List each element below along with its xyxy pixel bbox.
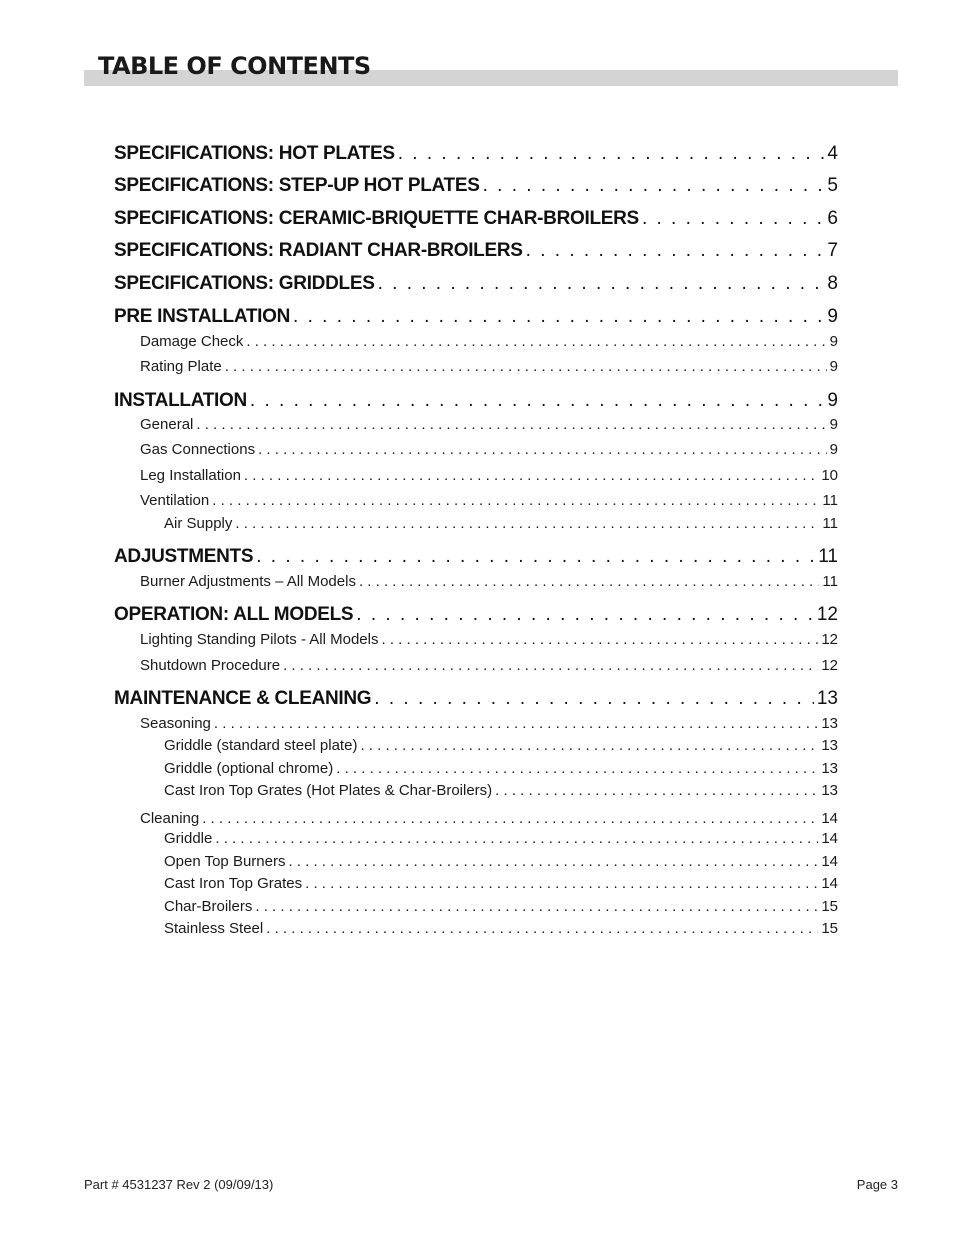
toc-entry-level-1[interactable] — [114, 143, 838, 165]
toc-entry-label: Open Top Burners — [164, 853, 286, 870]
toc-entry-page: 14 — [821, 810, 838, 827]
toc-entry-label: PRE INSTALLATION — [114, 306, 291, 327]
toc-entry-label: Rating Plate — [140, 358, 222, 375]
dot-leader — [214, 715, 818, 732]
toc-entry-page: 10 — [821, 467, 838, 484]
toc-entry-page: 11 — [818, 546, 838, 567]
toc-entry-page: 13 — [816, 688, 838, 709]
dot-leader — [215, 830, 818, 847]
toc-entry-label: Gas Connections — [140, 441, 256, 458]
toc-entry-label: Lighting Standing Pilots - All Models — [140, 631, 379, 648]
dot-leader — [246, 333, 826, 350]
toc-entry-label: Ventilation — [140, 492, 210, 509]
toc-entry-level-3[interactable] — [164, 760, 838, 777]
toc-entry-level-2[interactable] — [140, 358, 838, 375]
toc-entry-level-1[interactable] — [114, 688, 838, 710]
dot-leader — [293, 306, 824, 328]
toc-entry-page: 15 — [821, 898, 838, 915]
toc-entry-label: Shutdown Procedure — [140, 657, 281, 674]
toc-entry-level-3[interactable] — [164, 782, 838, 799]
dot-leader — [526, 240, 825, 262]
toc-entry-page: 14 — [821, 830, 838, 847]
toc-entry-level-2[interactable] — [140, 441, 838, 458]
toc-entry-level-2[interactable] — [140, 492, 838, 509]
dot-leader — [374, 688, 814, 710]
toc-entry-label: Cleaning — [140, 810, 200, 827]
toc-entry-level-1[interactable] — [114, 175, 838, 197]
dot-leader — [360, 737, 818, 754]
toc-entry-label: SPECIFICATIONS: GRIDDLES — [114, 273, 375, 294]
toc-entry-page: 14 — [821, 853, 838, 870]
toc-entry-level-1[interactable] — [114, 273, 838, 295]
toc-entry-label: Seasoning — [140, 715, 211, 732]
toc-entry-label: OPERATION: ALL MODELS — [114, 604, 354, 625]
toc-entry-label: Air Supply — [164, 515, 233, 532]
toc-entry-level-1[interactable] — [114, 208, 838, 230]
toc-entry-level-3[interactable] — [164, 875, 838, 892]
toc-entry-page: 8 — [827, 273, 838, 294]
toc-entry-label: SPECIFICATIONS: RADIANT CHAR-BROILERS — [114, 240, 523, 261]
dot-leader — [235, 515, 819, 532]
dot-leader — [244, 467, 818, 484]
toc-entry-page: 9 — [827, 306, 838, 327]
toc-entry-level-3[interactable] — [164, 515, 838, 532]
dot-leader — [288, 853, 818, 870]
dot-leader — [381, 631, 818, 648]
toc-entry-level-1[interactable] — [114, 546, 838, 568]
page-number: Page 3 — [856, 1177, 898, 1192]
toc-entry-page: 9 — [827, 390, 838, 411]
toc-entry-page: 11 — [822, 573, 838, 590]
toc-entry-label: Char-Broilers — [164, 898, 253, 915]
toc-entry-level-2[interactable] — [140, 467, 838, 484]
dot-leader — [250, 390, 825, 412]
toc-entry-page: 5 — [827, 175, 838, 196]
toc-entry-level-2[interactable] — [140, 810, 838, 827]
toc-entry-label: Cast Iron Top Grates — [164, 875, 303, 892]
dot-leader — [256, 546, 815, 568]
toc-entry-page: 6 — [827, 208, 838, 229]
toc-entry-level-2[interactable] — [140, 573, 838, 590]
toc-entry-page: 7 — [827, 240, 838, 261]
toc-entry-label: Damage Check — [140, 333, 244, 350]
dot-leader — [483, 175, 825, 197]
toc-entry-label: SPECIFICATIONS: STEP-UP HOT PLATES — [114, 175, 480, 196]
toc-entry-label: Griddle (standard steel plate) — [164, 737, 358, 754]
toc-entry-label: MAINTENANCE & CLEANING — [114, 688, 372, 709]
toc-entry-level-3[interactable] — [164, 737, 838, 754]
dot-leader — [356, 604, 814, 626]
toc-entry-label: ADJUSTMENTS — [114, 546, 254, 567]
toc-entry-page: 12 — [821, 657, 838, 674]
toc-entry-label: Burner Adjustments – All Models — [140, 573, 356, 590]
dot-leader — [258, 441, 827, 458]
toc-entry-level-1[interactable] — [114, 240, 838, 262]
toc-entry-level-1[interactable] — [114, 306, 838, 328]
toc-entry-page: 9 — [829, 358, 838, 375]
toc-entry-level-2[interactable] — [140, 333, 838, 350]
dot-leader — [255, 898, 818, 915]
toc-entry-page: 13 — [821, 760, 838, 777]
dot-leader — [305, 875, 818, 892]
dot-leader — [212, 492, 819, 509]
page-title: TABLE OF CONTENTS — [98, 52, 371, 80]
toc-entry-page: 13 — [821, 737, 838, 754]
toc-entry-level-1[interactable] — [114, 604, 838, 626]
dot-leader — [642, 208, 824, 230]
toc-entry-page: 9 — [829, 441, 838, 458]
toc-entry-level-3[interactable] — [164, 898, 838, 915]
toc-entry-page: 9 — [829, 333, 838, 350]
part-number: Part # 4531237 Rev 2 (09/09/13) — [84, 1177, 274, 1192]
toc-entry-page: 15 — [821, 920, 838, 937]
dot-leader — [378, 273, 825, 295]
dot-leader — [359, 573, 819, 590]
toc-entry-level-1[interactable] — [114, 390, 838, 412]
toc-entry-label: Griddle — [164, 830, 213, 847]
toc-entry-level-3[interactable] — [164, 920, 838, 937]
toc-entry-level-3[interactable] — [164, 830, 838, 847]
toc-entry-level-2[interactable] — [140, 631, 838, 648]
toc-entry-label: Griddle (optional chrome) — [164, 760, 334, 777]
toc-entry-label: Cast Iron Top Grates (Hot Plates & Char-Broilers) — [164, 782, 493, 799]
dot-leader — [398, 143, 825, 165]
toc-entry-page: 13 — [821, 715, 838, 732]
toc-entry-page: 11 — [822, 492, 838, 509]
toc-entry-level-3[interactable] — [164, 853, 838, 870]
toc-entry-label: SPECIFICATIONS: HOT PLATES — [114, 143, 395, 164]
toc-entry-label: SPECIFICATIONS: CERAMIC-BRIQUETTE CHAR-BROILERS — [114, 208, 639, 229]
toc-entry-level-2[interactable] — [140, 715, 838, 732]
dot-leader — [196, 416, 826, 433]
toc-entry-page: 12 — [821, 631, 838, 648]
toc-entry-page: 9 — [829, 416, 838, 433]
toc-entry-page: 13 — [821, 782, 838, 799]
dot-leader — [266, 920, 818, 937]
toc-entry-page: 4 — [827, 143, 838, 164]
toc-entry-label: General — [140, 416, 194, 433]
dot-leader — [283, 657, 818, 674]
dot-leader — [495, 782, 818, 799]
toc-entry-label: Stainless Steel — [164, 920, 264, 937]
toc-entry-page: 14 — [821, 875, 838, 892]
dot-leader — [336, 760, 818, 777]
dot-leader — [225, 358, 827, 375]
toc-entry-level-2[interactable] — [140, 657, 838, 674]
toc-entry-page: 12 — [816, 604, 838, 625]
toc-entry-label: INSTALLATION — [114, 390, 247, 411]
toc-entry-level-2[interactable] — [140, 416, 838, 433]
dot-leader — [202, 810, 818, 827]
toc-entry-label: Leg Installation — [140, 467, 241, 484]
toc-entry-page: 11 — [822, 515, 838, 532]
